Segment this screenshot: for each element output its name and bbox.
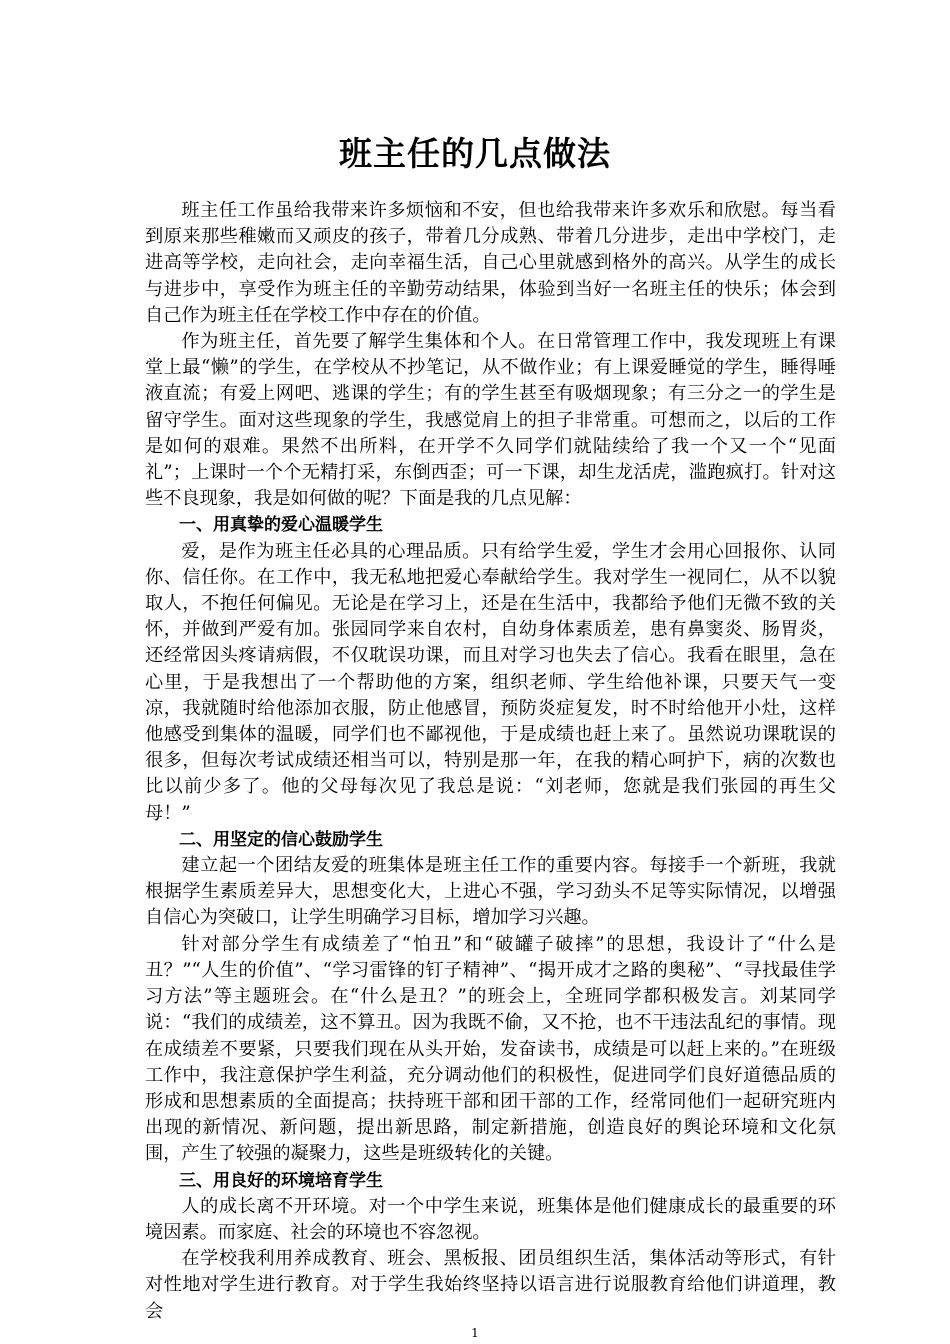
section-2-paragraph-1: 建立起一个团结友爱的班集体是班主任工作的重要内容。每接手一个新班，我就根据学生素质差异大，思想变化大，上进心不强，学习劲头不足等实际情况，以增强自信心为突破口，让学生明确学习目标，增加学习兴趣。 bbox=[145, 855, 836, 929]
section-3-paragraph-2: 在学校我利用养成教育、班会、黑板报、团员组织生活，集体活动等形式，有针对性地对学生进行教育。对于学生我始终坚持以语言进行说服教育给他们讲道理，教会 bbox=[145, 1248, 836, 1322]
document-body bbox=[145, 198, 836, 1325]
page-title: 班主任的几点做法 bbox=[339, 134, 611, 173]
section-heading-3: 三、用良好的环境培育学生 bbox=[179, 1170, 383, 1191]
section-3-paragraph-1: 人的成长离不开环境。对一个中学生来说，班集体是他们健康成长的最重要的环境因素。而家庭、社会的环境也不容忽视。 bbox=[145, 1195, 836, 1243]
intro-paragraph-1: 班主任工作虽给我带来许多烦恼和不安，但也给我带来许多欢乐和欣慰。每当看到原来那些稚嫩而又顽皮的孩子，带着几分成熟、带着几分进步，走出中学校门，走进高等学校，走向社会，走向幸福生活，自己心里就感到格外的高兴。从学生的成长与进步中，享受作为班主任的辛勤劳动结果，体验到当好一名班主任的快乐；体会到自己作为班主任在学校工作中存在的价值。 bbox=[145, 200, 836, 326]
section-heading-2: 二、用坚定的信心鼓励学生 bbox=[179, 829, 383, 850]
section-1-paragraph-1: 爱，是作为班主任必具的心理品质。只有给学生爱，学生才会用心回报你、认同你、信任你。在工作中，我无私地把爱心奉献给学生。我对学生一视同仁，从不以貌取人，不抱任何偏见。无论是在学习上，还是在生活中，我都给予他们无微不致的关怀，并做到严爱有加。张园同学来自农村，自幼身体素质差，患有鼻窦炎、肠胃炎，还经常因头疼请病假，不仅耽误功课，而且对学习也失去了信心。我看在眼里，急在心里，于是我想出了一个帮助他的方案，组织老师、学生给他补课，只要天气一变凉，我就随时给他添加衣服，防止他感冒，预防炎症复发，时不时给他开小灶，这样他感受到集体的温暖，同学们也不鄙视他，于是成绩也赶上来了。虽然说功课耽误的很多，但每次考试成绩还相当可以，特别是那一年，在我的精心呵护下，病的次数也比以前少多了。他的父母每次见了我总是说：“刘老师，您就是我们张园的再生父母！” bbox=[145, 540, 836, 824]
intro-paragraph-2: 作为班主任，首先要了解学生集体和个人。在日常管理工作中，我发现班上有课堂上最“懒”的学生，在学校从不抄笔记，从不做作业；有上课爱睡觉的学生，睡得唾液直流；有爱上网吧、逃课的学生；有的学生甚至有吸烟现象；有三分之一的学生是留守学生。面对这些现象的学生，我感觉肩上的担子非常重。可想而之，以后的工作是如何的艰难。果然不出所料，在开学不久同学们就陆续给了我一个又一个“见面礼”；上课时一个个无精打采，东倒西歪；可一下课，却生龙活虎，滥跑疯打。针对这些不良现象，我是如何做的呢？下面是我的几点见解： bbox=[145, 331, 836, 510]
section-2-paragraph-2: 针对部分学生有成绩差了“怕丑”和“破罐子破摔”的思想，我设计了“什么是丑？”“人生的价值”、“学习雷锋的钉子精神”、“揭开成才之路的奥秘”、“寻找最佳学习方法”等主题班会。在“什么是丑？”的班会上，全班同学都积极发言。刘某同学说：“我们的成绩差，这不算丑。因为我既不偷，又不抢，也不干违法乱纪的事情。现在成绩差不要紧，只要我们现在从头开始，发奋读书，成绩是可以赶上来的。”在班级工作中，我注意保护学生利益，充分调动他们的积极性，促进同学们良好道德品质的形成和思想素质的全面提高；扶持班干部和团干部的工作，经常同他们一起研究班内出现的新情况、新问题，提出新思路，制定新措施，创造良好的舆论环境和文化氛围，产生了较强的凝聚力，这些是班级转化的关键。 bbox=[145, 933, 836, 1165]
section-heading-1: 一、用真挚的爱心温暖学生 bbox=[179, 515, 383, 536]
page-number: 1 bbox=[471, 1326, 479, 1340]
